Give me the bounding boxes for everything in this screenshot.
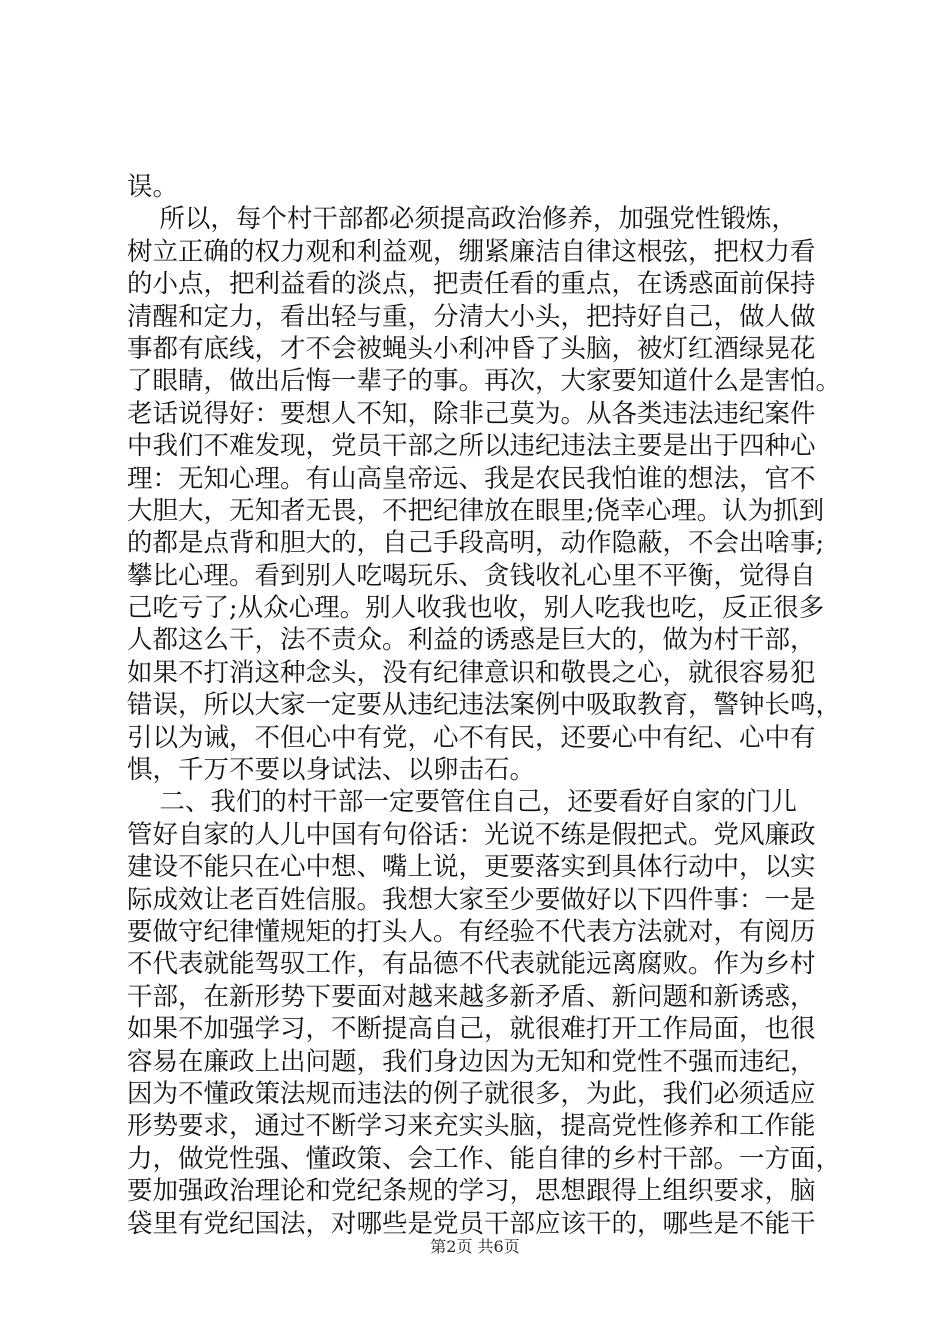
text-line: 人都这么干，法不责众。利益的诱惑是巨大的，做为村干部，: [127, 625, 816, 656]
text-line: 际成效让老百姓信服。我想大家至少要做好以下四件事：一是: [127, 884, 816, 915]
text-line: 所以，每个村干部都必须提高政治修养，加强党性锻炼，: [127, 204, 797, 235]
text-line: 要加强政治理论和党纪条规的学习，思想跟得上组织要求，脑: [127, 1176, 816, 1207]
text-line: 的小点，把利益看的淡点，把责任看的重点，在诱惑面前保持: [127, 269, 816, 300]
text-line: 惧，千万不要以身试法、以卵击石。: [127, 755, 536, 786]
text-line: 干部，在新形势下要面对越来越多新矛盾、新问题和新诱惑，: [127, 981, 816, 1012]
text-line: 了眼睛，做出后悔一辈子的事。再次，大家要知道什么是害怕。: [127, 366, 842, 397]
text-line: 管好自家的人儿中国有句俗话：光说不练是假把式。党风廉政: [127, 819, 816, 850]
text-line: 清醒和定力，看出轻与重，分清大小头，把持好自己，做人做: [127, 301, 816, 332]
text-line: 力，做党性强、懂政策、会工作、能自律的乡村干部。一方面，: [127, 1143, 842, 1174]
text-line: 袋里有党纪国法，对哪些是党员干部应该干的，哪些是不能干: [127, 1208, 816, 1239]
text-line: 事都有底线，才不会被蝇头小利冲昏了头脑，被灯红酒绿晃花: [127, 333, 816, 364]
text-line: 如果不打消这种念头，没有纪律意识和敬畏之心，就很容易犯: [127, 657, 816, 688]
text-line: 要做守纪律懂规矩的打头人。有经验不代表方法就对，有阅历: [127, 916, 816, 947]
text-line: 树立正确的权力观和利益观，绷紧廉洁自律这根弦，把权力看: [127, 236, 816, 267]
body-text: [127, 171, 847, 1240]
text-line: 不代表就能驾驭工作，有品德不代表就能远离腐败。作为乡村: [127, 949, 816, 980]
text-line: 老话说得好：要想人不知，除非己莫为。从各类违法违纪案件: [127, 398, 816, 429]
text-line: 二、我们的村干部一定要管住自己，还要看好自家的门儿: [127, 787, 797, 818]
text-line: 大胆大，无知者无畏，不把纪律放在眼里;侥幸心理。认为抓到: [127, 495, 825, 526]
text-line: 因为不懂政策法规而违法的例子就很多，为此，我们必须适应: [127, 1078, 816, 1109]
text-line: 如果不加强学习，不断提高自己，就很难打开工作局面，也很: [127, 1014, 816, 1045]
text-line: 理：无知心理。有山高皇帝远、我是农民我怕谁的想法，官不: [127, 463, 816, 494]
text-line: 引以为诫，不但心中有党，心不有民，还要心中有纪、心中有: [127, 722, 816, 753]
text-line: 中我们不难发现，党员干部之所以违纪违法主要是出于四种心: [127, 431, 816, 462]
page-number-footer: 第2页 共6页: [430, 1237, 520, 1256]
text-line: 形势要求，通过不断学习来充实头脑，提高党性修养和工作能: [127, 1111, 816, 1142]
text-line: 的都是点背和胆大的，自己手段高明，动作隐蔽，不会出啥事;: [127, 528, 825, 559]
text-line: 建设不能只在心中想、嘴上说，更要落实到具体行动中，以实: [127, 852, 816, 883]
text-line: 容易在廉政上出问题，我们身边因为无知和党性不强而违纪，: [127, 1046, 816, 1077]
text-line: 误。: [127, 172, 179, 202]
text-line: 错误，所以大家一定要从违纪违法案例中吸取教育，警钟长鸣，: [127, 690, 842, 721]
text-line: 己吃亏了;从众心理。别人收我也收，别人吃我也吃，反正很多: [127, 593, 825, 624]
text-line: 攀比心理。看到别人吃喝玩乐、贪钱收礼心里不平衡，觉得自: [127, 560, 816, 591]
